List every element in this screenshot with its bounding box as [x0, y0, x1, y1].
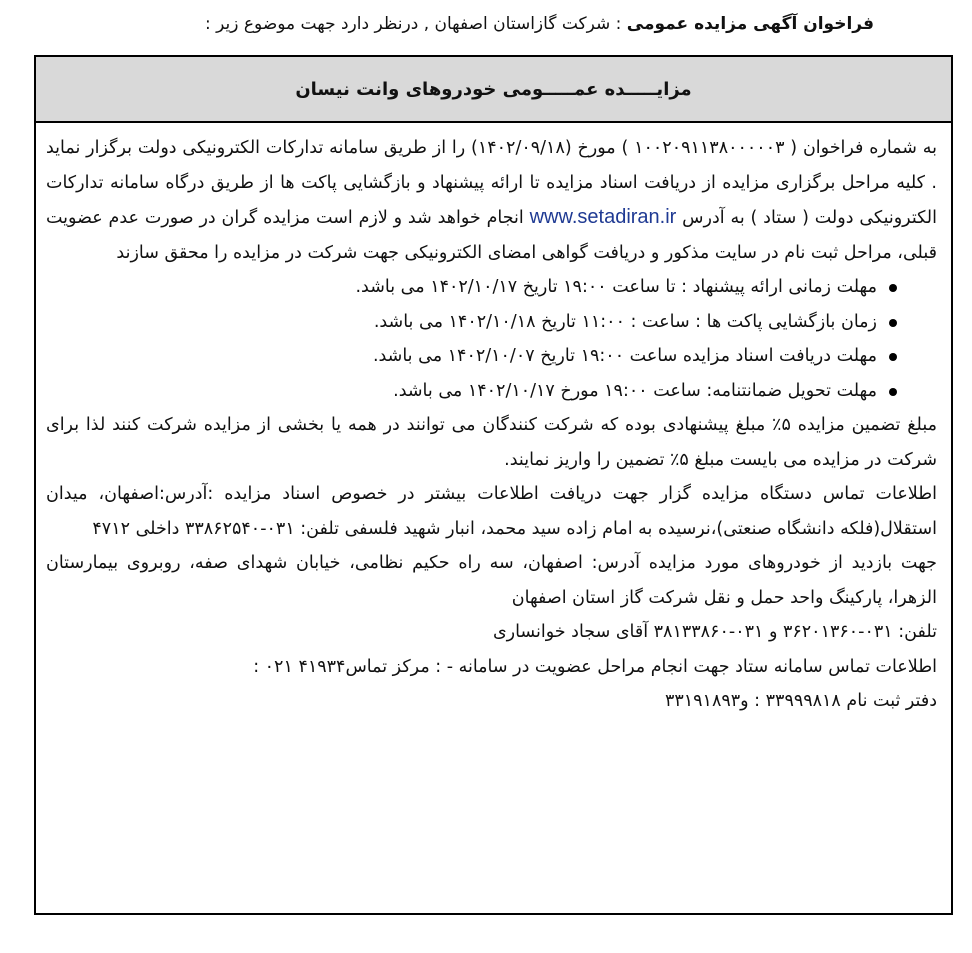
paragraph-call [46, 131, 937, 270]
intro-lead: فراخوان آگهی مزایده عمومی [626, 14, 874, 34]
organizer-contact-paragraph: اطلاعات تماس دستگاه مزایده گزار جهت دریافت اطلاعات بیشتر در خصوص اسناد مزایده :آدرس:اصفهان، میدان استقلال(فلکه دانشگاه صنعتی)،نرسیده به امام زاده سید محمد، انبار شهید فلسفی تلفن: ۰۳۱-۳۳۸۶۲۵۴۰ داخلی ۴۷۱۲ [46, 484, 937, 539]
announcement-title: مزایـــــده عمـــــومی خودروهای وانت نیسان [36, 57, 951, 123]
paragraph-call-text-2: انجام خواهد شد و لازم است مزایده گران در صورت عدم عضویت قبلی، مراحل ثبت نام در سایت مذکور و دریافت گواهی امضای الکترونیکی جهت شرکت در مزایده را محقق سازند [46, 208, 937, 263]
intro-rest: : شرکت گازاستان اصفهان , درنظر دارد جهت موضوع زیر : [205, 14, 622, 34]
announcement-frame [34, 55, 953, 915]
paragraph-call-text-1: به شماره فراخوان ( ۱۰۰۲۰۹۱۱۳۸۰۰۰۰۰۳ ) مورخ (۱۴۰۲/۰۹/۱۸) را از طریق سامانه تدارکات الکترونیکی دولت برگزار نماید . کلیه مراحل برگزاری مزایده از دریافت اسناد مزایده تا ارائه پیشنهاد و بازگشایی پاکت ها از طریق درگاه سامانه تدارکات الکترونیکی دولت ( ستاد ) به آدرس [46, 138, 937, 228]
guarantee-paragraph: مبلغ تضمین مزایده ۵٪ مبلغ پیشنهادی بوده که شرکت کنندگان می توانند در همه یا بخشی از مزایده شرکت کنند لذا برای شرکت در مزایده می بایست مبلغ ۵٪ تضمین را واریز نمایند. [46, 415, 937, 470]
announcement-body [36, 123, 951, 913]
deadline-item-proposal: مهلت زمانی ارائه پیشنهاد : تا ساعت ۱۹:۰۰ تاریخ ۱۴۰۲/۱۰/۱۷ می باشد. [46, 270, 897, 305]
deadline-item-documents: مهلت دریافت اسناد مزایده ساعت ۱۹:۰۰ تاریخ ۱۴۰۲/۱۰/۰۷ می باشد. [46, 339, 897, 374]
visit-phone-line: تلفن: ۰۳۱-۳۶۲۰۱۳۶۰ و ۰۳۱-۳۸۱۳۳۸۶۰ آقای سجاد خوانساری [492, 622, 937, 642]
setad-website-link[interactable]: www.setadiran.ir [529, 206, 677, 228]
deadline-item-opening: زمان بازگشایی پاکت ها : ساعت : ۱۱:۰۰ تاریخ ۱۴۰۲/۱۰/۱۸ می باشد. [46, 305, 897, 340]
registry-office-line: دفتر ثبت نام ۳۳۹۹۹۸۱۸ : و۳۳۱۹۱۸۹۳ [664, 691, 937, 711]
visit-address-paragraph: جهت بازدید از خودروهای مورد مزایده آدرس: اصفهان، سه راه حکیم نظامی، خیابان شهدای صفه، روبروی بیمارستان الزهرا، پارکینگ واحد حمل و نقل شرکت گاز استان اصفهان [46, 553, 937, 608]
intro-line [40, 10, 874, 38]
deadline-item-guarantee: مهلت تحویل ضمانتنامه: ساعت ۱۹:۰۰ مورخ ۱۴۰۲/۱۰/۱۷ می باشد. [46, 374, 897, 409]
setad-contact-line: اطلاعات تماس سامانه ستاد جهت انجام مراحل عضویت در سامانه - : مرکز تماس۴۱۹۳۴ ۰۲۱ : [253, 656, 937, 677]
deadline-list [46, 270, 937, 408]
